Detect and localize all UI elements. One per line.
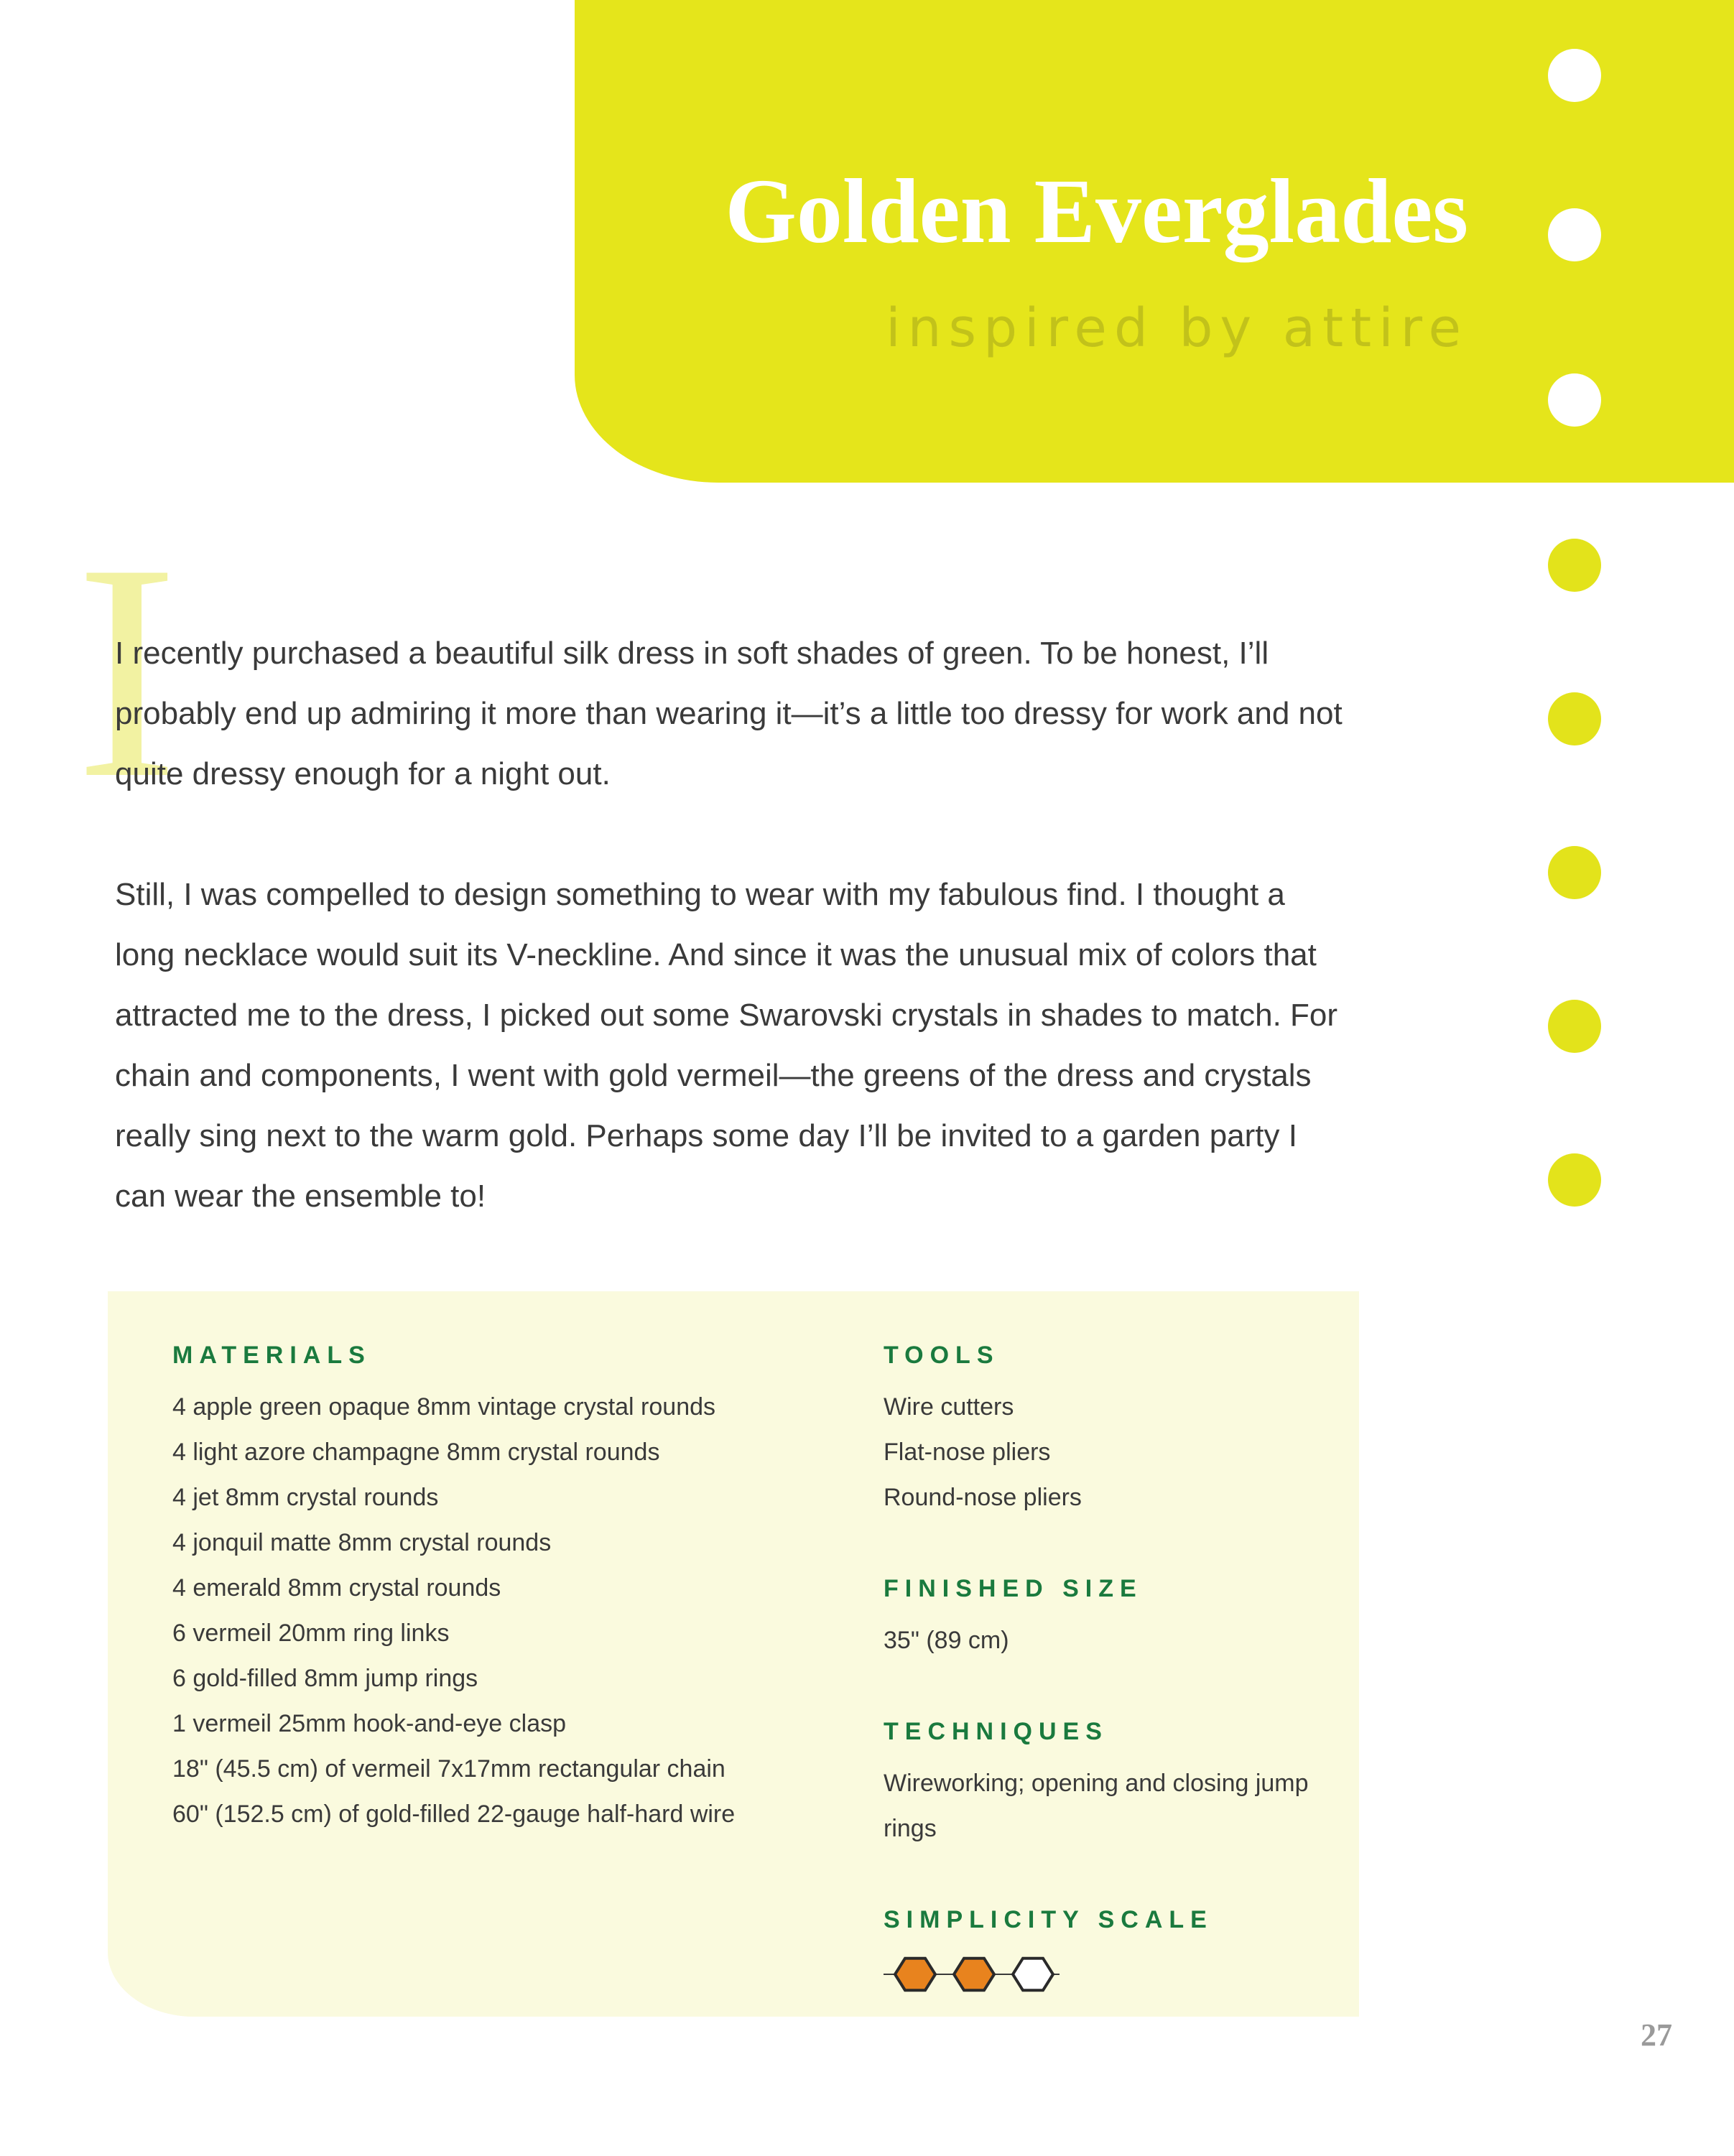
list-item: 4 jet 8mm crystal rounds <box>172 1484 439 1511</box>
finished-size-value: 35" (89 cm) <box>884 1627 1009 1654</box>
page-title: Golden Everglades <box>725 160 1468 262</box>
scale-hexagon-empty <box>1013 1958 1053 1991</box>
tools-list <box>884 1385 1329 1520</box>
tools-heading: TOOLS <box>884 1342 1000 1369</box>
list-item: 4 jonquil matte 8mm crystal rounds <box>172 1529 552 1556</box>
techniques-section <box>884 1714 1329 1851</box>
techniques-value: Wireworking; opening and closing jump rings <box>884 1770 1309 1842</box>
simplicity-heading: SIMPLICITY SCALE <box>884 1906 1213 1933</box>
list-item: 18" (45.5 cm) of vermeil 7x17mm rectangular chain <box>172 1755 725 1783</box>
list-item: 4 emerald 8mm crystal rounds <box>172 1574 501 1602</box>
decorative-dot <box>1548 373 1601 427</box>
simplicity-scale <box>884 1949 1070 1999</box>
decorative-dot <box>1548 1000 1601 1053</box>
list-item: 6 gold-filled 8mm jump rings <box>172 1665 478 1692</box>
page-number: 27 <box>1641 2017 1672 2053</box>
list-item: Round-nose pliers <box>884 1484 1082 1511</box>
list-item: Wire cutters <box>884 1393 1014 1421</box>
list-item: 4 light azore champagne 8mm crystal rounds <box>172 1439 660 1466</box>
decorative-dot <box>1548 692 1601 745</box>
decorative-dot <box>1548 539 1601 592</box>
decorative-dot <box>1548 1153 1601 1207</box>
drop-cap: I <box>75 501 179 842</box>
techniques-heading: TECHNIQUES <box>884 1718 1108 1745</box>
list-item: 4 apple green opaque 8mm vintage crystal rounds <box>172 1393 716 1421</box>
list-item: Flat-nose pliers <box>884 1439 1051 1466</box>
decorative-dot <box>1548 208 1601 261</box>
materials-heading: MATERIALS <box>172 1342 371 1369</box>
list-item: 60" (152.5 cm) of gold-filled 22-gauge half-hard wire <box>172 1800 736 1828</box>
finished-size-heading: FINISHED SIZE <box>884 1575 1143 1602</box>
scale-hexagon-filled <box>954 1958 994 1991</box>
simplicity-section <box>884 1902 1329 1999</box>
decorative-dot <box>1548 49 1601 102</box>
decorative-dot <box>1548 846 1601 899</box>
intro-text <box>115 623 1350 1227</box>
materials-section <box>172 1337 819 1837</box>
details-column <box>884 1337 1329 2050</box>
finished-size-section <box>884 1571 1329 1663</box>
scale-hexagon-filled <box>895 1958 935 1991</box>
materials-list <box>172 1385 819 1837</box>
intro-paragraph: Still, I was compelled to design something to wear with my fabulous find. I thought a long necklace would suit its V-neckline. And since it was the unusual mix of colors that attracted me to the dress, I picked out some Swarovski crystals in shades to match. For chain and components, I went with gold vermeil—the greens of the dress and crystals really sing next to the warm gold. Perhaps some day I’ll be invited to a garden party I can wear the ensemble to! <box>115 877 1338 1214</box>
list-item: 6 vermeil 20mm ring links <box>172 1620 450 1647</box>
page-subtitle: inspired by attire <box>886 297 1468 359</box>
tools-section <box>884 1337 1329 1520</box>
list-item: 1 vermeil 25mm hook-and-eye clasp <box>172 1710 567 1737</box>
intro-paragraph: I recently purchased a beautiful silk dress in soft shades of green. To be honest, I’ll probably end up admiring it more than wearing it—it’s a little too dressy for work and not quite dressy enough for a night out. <box>115 636 1343 791</box>
